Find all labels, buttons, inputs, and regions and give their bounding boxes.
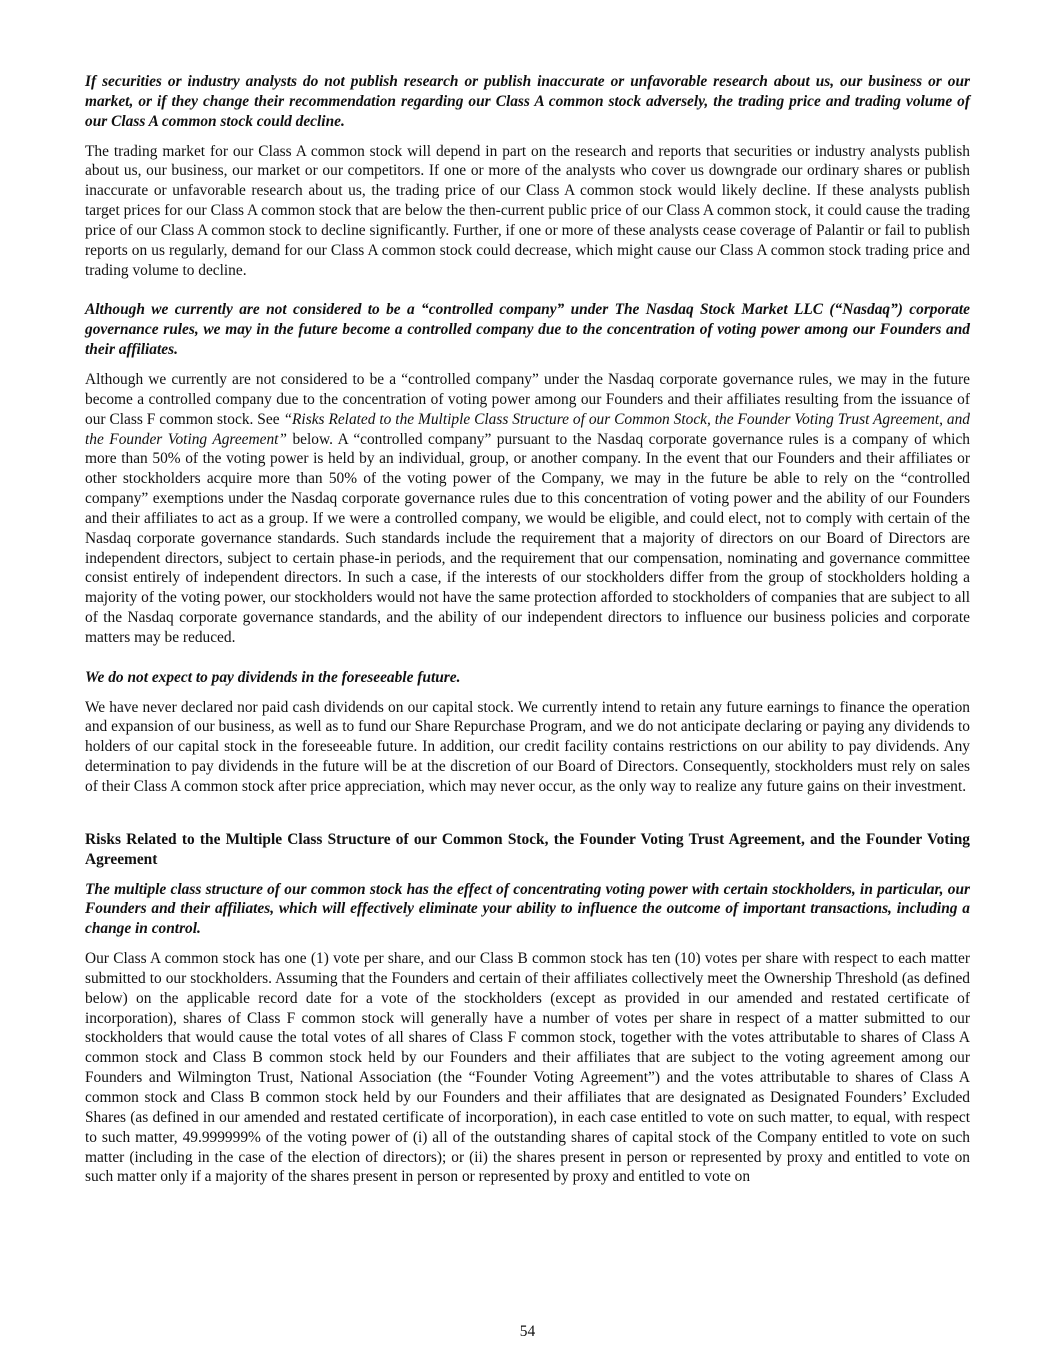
body-text-part2: below. A “controlled company” pursuant to the Nasdaq corporate governance rules is a company of which more than 50% of the voting power is held by an individual, group, or another company. In the event that our Founders and their affiliates or other stockholders acquire more than 50% of the voting power of the Company, we may in the future be able to rely on the “controlled company” exemptions under the Nasdaq corporate governance rules due to this concentration of voting power and the ability of our Founders and their affiliates to act as a group. If we were a controlled company, we would be eligible, and could elect, not to comply with certain of the Nasdaq corporate governance standards. Such standards include the requirement that a majority of directors on our Board of Directors are independent directors, subject to certain phase-in periods, and the requirement that our compensation, nominating and governance committee consist entirely of independent directors. In such a case, if the interests of our stockholders differ from the group of stockholders holding a majority of the voting power, our stockholders would not have the same protection afforded to stockholders of companies that are subject to all of the Nasdaq corporate governance standards, and the ability of our independent directors to influence our business policies and corporate matters may be reduced.: [85, 430, 970, 646]
category-heading: Risks Related to the Multiple Class Structure of our Common Stock, the Founder Voting Trust Agreement, and the Founder Voting Agreement: [85, 830, 970, 868]
section-heading-analysts: If securities or industry analysts do not publish research or publish inaccurate or unfavorable research about us, our business or our market, or if they change their recommendation regarding our Class A common stock adversely, the trading price and trading volume of our Class A common stock could decline.: [85, 73, 970, 130]
section-heading-dividends: We do not expect to pay dividends in the foreseeable future.: [85, 668, 461, 686]
page-number: 54: [519, 1323, 536, 1340]
section-heading-controlled-company: Although we currently are not considered to be a “controlled company” under The Nasdaq Stock Market LLC (“Nasdaq”) corporate governance rules, we may in the future become a controlled company due to the concentration of voting power among our Founders and their affiliates.: [85, 301, 970, 359]
section-heading-multiple-class: The multiple class structure of our common stock has the effect of concentrating voting power with certain stockholders, in particular, our Founders and their affiliates, which will effectively eliminate your ability to influence the outcome of important transactions, including a change in control.: [85, 880, 970, 938]
document-page: [85, 72, 970, 1187]
body-text-part1: Although we currently are not considered to be a “controlled company” under the Nasdaq corporate governance rules, we may in the future become a controlled company due to the concentration of voting power among our Founders and their affiliates resulting from the issuance of our Class F common stock. See: [85, 370, 970, 428]
section-body-dividends: We have never declared nor paid cash dividends on our capital stock. We currently intend to retain any future earnings to finance the operation and expansion of our business, as well as to fund our Share Repurchase Program, and we do not anticipate declaring or paying any dividends to holders of our capital stock in the foreseeable future. In addition, our credit facility contains restrictions on our ability to pay dividends. Any determination to pay dividends in the future will be at the discretion of our Board of Directors. Consequently, stockholders must rely on sales of their Class A common stock after price appreciation, which may never occur, as the only way to realize any future gains on their investment.: [85, 698, 970, 795]
body-italic-reference: “Risks Related to the Multiple Class Structure of our Common Stock, the Founder Voting Trust Agreement, and the Founder Voting Agreement”: [85, 410, 970, 448]
section-body-analysts: The trading market for our Class A common stock will depend in part on the research and reports that securities or industry analysts publish about us, our business, our market or our competitors. If one or more of the analysts who cover us downgrade our ordinary shares or publish inaccurate or unfavorable research about us, the trading price of our Class A common stock would likely decline. If these analysts publish target prices for our Class A common stock that are below the then-current public price of our Class A common stock, it could cause the trading price of our Class A common stock to decline significantly. Further, if one or more of these analysts cease coverage of Palantir or fail to publish reports on us regularly, demand for our Class A common stock could decrease, which might cause our Class A common stock trading price and trading volume to decline.: [85, 142, 970, 279]
section-body-multiple-class: Our Class A common stock has one (1) vote per share, and our Class B common stock has ten (10) votes per share with respect to each matter submitted to our stockholders. Assuming that the Founders and certain of their affiliates collectively meet the Ownership Threshold (as defined below) on the applicable record date for a vote of the stockholders (except as provided in our amended and restated certificate of incorporation), shares of Class F common stock will generally have a number of votes per share in respect of a matter submitted to our stockholders that would cause the total votes of all shares of Class F common stock, together with the votes attributable to shares of Class A common stock and Class B common stock held by our Founders and their affiliates that are subject to the voting agreement among our Founders and Wilmington Trust, National Association (the “Founder Voting Agreement”) and the votes attributable to shares of Class A common stock and Class B common stock held by our Founders and their affiliates that are designated as Designated Founders’ Excluded Shares (as defined in our amended and restated certificate of incorporation), in each case entitled to vote on such matter, to equal, with respect to such matter, 49.999999% of the voting power of (i) all of the outstanding shares of capital stock of the Company entitled to vote on such matter (including in the case of the election of directors); or (ii) the shares present in person or represented by proxy and entitled to vote on such matter only if a majority of the shares present in person or represented by proxy and entitled to vote on: [85, 950, 970, 1186]
section-body-controlled-company: [85, 370, 970, 648]
